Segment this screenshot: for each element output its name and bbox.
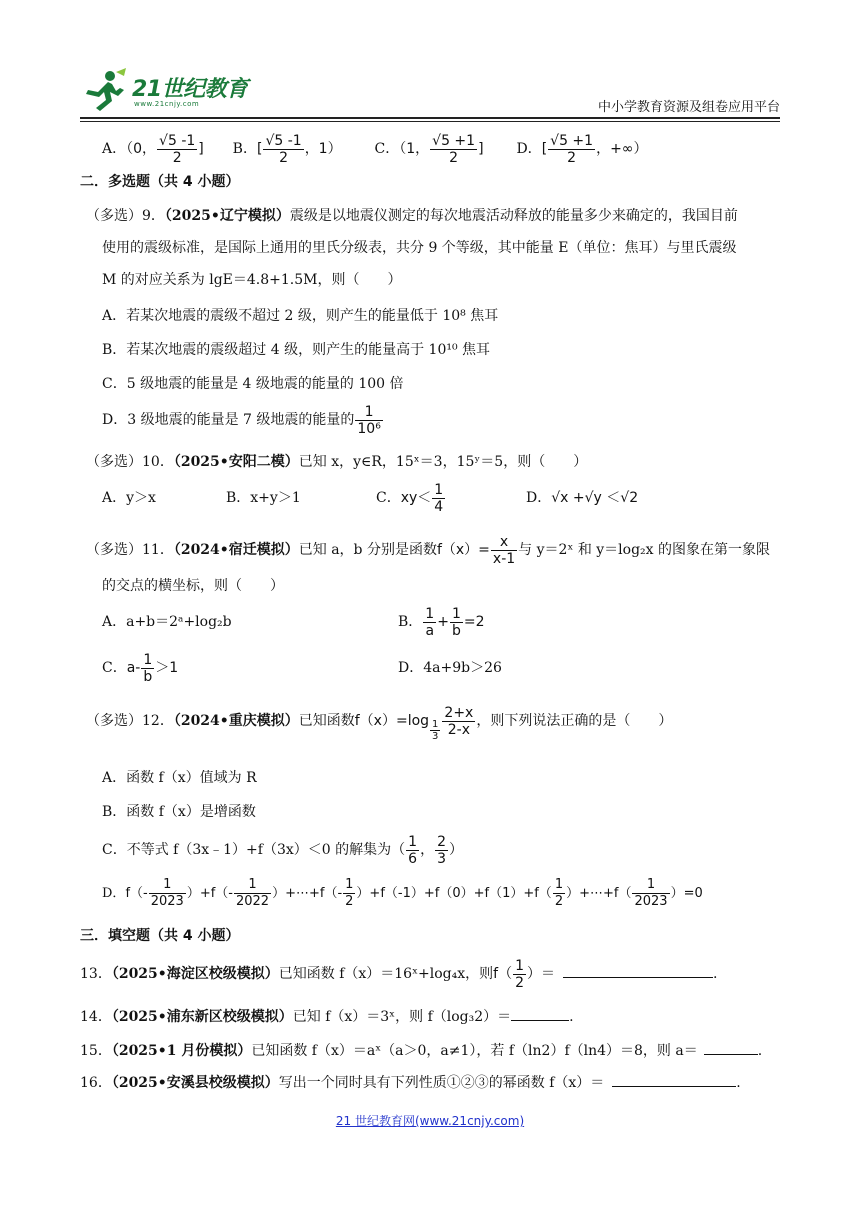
q12-func-frac xyxy=(442,705,475,738)
q11-func-num: x xyxy=(491,534,517,551)
q15-stem: 已知函数 f（x）＝aˣ（a＞0，a≠1），若 f（ln2）f（ln4）＝8，则 a＝ xyxy=(251,1043,698,1059)
q12-option-d-mid2: ）+⋯+f（- xyxy=(272,886,343,901)
q12-option-d-frac-3 xyxy=(343,877,355,910)
q14-line xyxy=(80,1006,574,1027)
q9-source: （2025•辽宁模拟） xyxy=(164,208,290,224)
q9-option-d xyxy=(102,402,384,438)
q13-expr-frac xyxy=(513,958,526,991)
q13-expr-f: f（ xyxy=(493,966,513,982)
q12-option-c-close: ） xyxy=(448,842,463,858)
q10-option-c-frac xyxy=(432,482,445,515)
page-header xyxy=(80,66,780,118)
q8-option-b-frac xyxy=(263,133,303,166)
q11-option-b-frac-2 xyxy=(450,606,463,639)
q13-answer-blank[interactable] xyxy=(563,963,713,978)
footer-link[interactable]: 21 世纪教育网(www.21cnjy.com) xyxy=(335,1114,525,1128)
q15-line xyxy=(80,1040,762,1061)
q8-option-b-open: [ xyxy=(256,141,263,157)
q12-option-d xyxy=(102,876,703,912)
q13-expr-den: 2 xyxy=(515,974,524,991)
q12-option-c-d1: 6 xyxy=(408,850,418,867)
q8-options xyxy=(102,132,647,166)
q12-stem-b: ，则下列说法正确的是（ ） xyxy=(476,713,673,729)
q10-options xyxy=(102,480,638,516)
q12-option-d-n4: 1 xyxy=(554,877,564,892)
q12-option-d-d4: 2 xyxy=(554,894,564,909)
q9-line-2: 使用的震级标准，是国际上通用的里氏分级表，共分 9 个等级，其中能量 E（单位：焦耳）与里氏震级 xyxy=(102,240,737,256)
platform-title: 中小学教育资源及组卷应用平台 xyxy=(597,100,780,115)
q12-option-c xyxy=(102,832,463,868)
q11-line-2: 的交点的横坐标，则（ ） xyxy=(102,578,284,594)
q8-option-b-close: ，1） xyxy=(304,141,342,157)
q12-option-d-n3: 1 xyxy=(345,877,354,892)
q12-func-den: 2-x xyxy=(447,721,471,738)
q11-stem-b: 与 y＝2ˣ 和 y＝log₂x 的图象在第一象限 xyxy=(518,542,771,558)
q12-option-d-frac-5 xyxy=(632,877,669,910)
q8-option-d-num: √5 +1 xyxy=(550,132,594,149)
q8-option-a-open: （0， xyxy=(126,141,157,157)
q10-option-a: A．y＞x xyxy=(102,490,156,506)
q8-option-d-label: D． xyxy=(516,141,542,157)
q11-option-d: D．4a+9b＞26 xyxy=(398,660,502,676)
q12-option-d-label: D． xyxy=(102,886,126,901)
q8-option-c-open: （1， xyxy=(399,141,430,157)
q12-func-num: 2+x xyxy=(444,704,474,721)
q11-option-b xyxy=(398,604,485,640)
q13-source: （2025•海淀区校级模拟） xyxy=(111,966,279,982)
q12-option-c-n1: 1 xyxy=(408,833,418,850)
logo xyxy=(80,66,250,114)
q12-prefix: （多选）12． xyxy=(86,713,174,729)
q11-option-b-d2: b xyxy=(451,622,461,639)
q10-line-1 xyxy=(86,452,587,472)
q11-option-c-text: a- xyxy=(126,660,141,676)
q8-option-c-frac xyxy=(430,133,477,166)
q12-option-c-n2: 2 xyxy=(437,833,446,850)
q9-option-d-frac xyxy=(355,404,382,437)
q12-option-b: B．函数 f（x）是增函数 xyxy=(102,804,256,820)
q14-prefix: 14． xyxy=(80,1009,112,1025)
q12-func-lhs: f（x）=log xyxy=(354,713,430,729)
q16-prefix: 16． xyxy=(80,1075,112,1091)
q12-option-d-frac-1 xyxy=(149,877,186,910)
q8-option-a-close: ] xyxy=(198,141,204,157)
q9-option-d-num: 1 xyxy=(355,404,382,421)
q16-end: . xyxy=(736,1075,741,1091)
q8-option-a-den: 2 xyxy=(172,149,182,166)
q12-option-d-d5: 2023 xyxy=(634,894,668,909)
q9-line-3: M 的对应关系为 lgE＝4.8+1.5M，则（ ） xyxy=(102,272,402,288)
q10-option-c-label: C． xyxy=(376,490,401,506)
q8-option-d-den: 2 xyxy=(567,149,577,166)
q12-option-d-n2: 1 xyxy=(234,877,271,894)
q12-option-d-mid1: ）+f（- xyxy=(186,886,233,901)
q8-option-b-den: 2 xyxy=(279,149,289,166)
q11-option-a: A．a+b＝2ᵃ+log₂b xyxy=(102,614,232,630)
q9-stem-1: 震级是以地震仪测定的每次地震活动释放的能量多少来确定的，我国目前 xyxy=(289,208,738,224)
q11-option-c-label: C． xyxy=(102,660,127,676)
q8-option-b-label: B． xyxy=(232,141,257,157)
q12-option-d-mid3: ）+f（-1）+f（0）+f（1）+f（ xyxy=(356,886,552,901)
q11-option-b-n2: 1 xyxy=(451,605,461,622)
section-2-title: 二．多选题（共 4 小题） xyxy=(80,174,240,190)
q12-option-d-n1: 1 xyxy=(149,877,186,894)
q15-answer-blank[interactable] xyxy=(704,1040,758,1055)
q12-option-d-n5: 1 xyxy=(632,877,669,894)
q9-option-c: C．5 级地震的能量是 4 级地震的能量的 100 倍 xyxy=(102,376,404,392)
q15-end: . xyxy=(757,1043,763,1059)
q11-option-b-frac-1 xyxy=(423,606,436,639)
q12-line-1 xyxy=(86,700,672,742)
q11-option-c-den: b xyxy=(143,668,153,685)
q14-answer-blank[interactable] xyxy=(511,1006,569,1021)
q12-option-c-frac-2 xyxy=(435,834,448,867)
q9-option-d-text: D．3 级地震的能量是 7 级地震的能量的 xyxy=(102,412,355,428)
q11-option-b-n1: 1 xyxy=(425,605,435,622)
q12-option-d-d1: 2023 xyxy=(150,894,184,909)
q11-func-den: x-1 xyxy=(492,550,516,567)
q8-option-c-close: ] xyxy=(478,141,484,157)
q8-option-a-num: √5 -1 xyxy=(159,132,196,149)
q12-option-a: A．函数 f（x）值域为 R xyxy=(102,770,257,786)
q12-option-c-frac-1 xyxy=(406,834,419,867)
q13-stem: 已知函数 f（x）＝16ˣ+log₄x，则 xyxy=(278,966,494,982)
q16-stem: 写出一个同时具有下列性质①②③的幂函数 f（x）＝ xyxy=(278,1075,605,1091)
q14-source: （2025•浦东新区校级模拟） xyxy=(111,1009,293,1025)
q14-stem: 已知 f（x）＝3ˣ，则 f（log₃2）＝ xyxy=(292,1009,512,1025)
q11-func-lhs: f（x）= xyxy=(436,542,490,558)
q14-end: . xyxy=(569,1009,574,1025)
header-rule-thin xyxy=(80,121,780,122)
q10-source: （2025•安阳二模） xyxy=(173,454,299,470)
q11-line-1 xyxy=(86,532,770,568)
q16-source: （2025•安溪县校级模拟） xyxy=(111,1075,279,1091)
q13-line xyxy=(80,954,717,994)
q12-option-c-d2: 3 xyxy=(437,850,446,867)
q8-option-a-frac xyxy=(157,133,197,166)
q11-option-b-plus: + xyxy=(437,614,449,630)
q10-option-d-text: √x +√y ＜√2 xyxy=(551,490,639,506)
logo-text: 21世纪教育 xyxy=(132,77,248,102)
q8-option-a-label: A． xyxy=(102,141,127,157)
q11-prefix: （多选）11． xyxy=(86,542,174,558)
q11-stem-a: 已知 a，b 分别是函数 xyxy=(298,542,437,558)
q10-option-c-text: xy＜ xyxy=(400,490,432,506)
q11-option-b-eq: =2 xyxy=(463,614,485,630)
q10-stem: 已知 x，y∈R，15ˣ＝3，15ʸ＝5，则（ ） xyxy=(298,454,588,470)
q12-option-d-d2: 2022 xyxy=(235,894,270,909)
q13-expr-num: 1 xyxy=(515,957,524,974)
q11-source: （2024•宿迁模拟） xyxy=(173,542,299,558)
q13-prefix: 13． xyxy=(80,966,112,982)
q8-option-d-close: ，+∞） xyxy=(596,141,648,157)
header-rule xyxy=(80,117,780,119)
q10-option-b: B．x+y＞1 xyxy=(226,490,301,506)
q12-log-base-num: 1 xyxy=(432,719,439,730)
q11-option-b-label: B． xyxy=(398,614,423,630)
q9-option-d-den: 10⁶ xyxy=(357,420,381,437)
q12-option-d-tail: ）=0 xyxy=(670,886,703,901)
q10-option-d-label: D． xyxy=(526,490,552,506)
q11-option-c-tail: ＞1 xyxy=(155,660,179,676)
q8-option-d-open: [ xyxy=(541,141,548,157)
q8-option-b-num: √5 -1 xyxy=(265,132,302,149)
q15-prefix: 15． xyxy=(80,1043,112,1059)
runner-logo-icon xyxy=(80,68,130,112)
q16-line xyxy=(80,1072,741,1093)
q12-option-d-frac-2 xyxy=(234,877,271,910)
q12-option-d-d3: 2 xyxy=(345,894,354,909)
q12-option-c-text: C．不等式 f（3x﹣1）+f（3x）＜0 的解集为 xyxy=(102,842,392,858)
q12-option-d-f: f（- xyxy=(125,886,148,901)
q13-expr-close: ）＝ xyxy=(527,966,555,982)
q15-source: （2025•1 月份模拟） xyxy=(111,1043,252,1059)
q10-prefix: （多选）10． xyxy=(86,454,174,470)
q12-source: （2024•重庆模拟） xyxy=(173,713,299,729)
q12-option-c-open: （ xyxy=(391,842,406,858)
q10-option-c-den: 4 xyxy=(434,498,444,515)
q12-log-base xyxy=(430,719,440,742)
q12-option-d-frac-4 xyxy=(553,877,565,910)
q12-stem-a: 已知函数 xyxy=(298,713,355,729)
q11-option-c xyxy=(102,650,178,686)
q9-option-b: B．若某次地震的震级超过 4 级，则产生的能量高于 10¹⁰ 焦耳 xyxy=(102,342,491,358)
q8-option-d-frac xyxy=(548,133,595,166)
q8-option-c-num: √5 +1 xyxy=(432,132,476,149)
q11-option-c-frac xyxy=(141,652,154,685)
q16-answer-blank[interactable] xyxy=(612,1072,736,1087)
logo-url: www.21cnjy.com xyxy=(134,100,200,108)
q12-option-d-mid4: ）+⋯+f（ xyxy=(566,886,632,901)
q13-end: . xyxy=(713,966,718,982)
q9-line-1 xyxy=(86,206,738,226)
q10-option-c-num: 1 xyxy=(434,481,444,498)
q9-prefix: （多选）9． xyxy=(86,208,165,224)
q11-func-frac xyxy=(491,534,517,567)
q11-option-b-d1: a xyxy=(425,622,435,639)
q12-log-base-den: 3 xyxy=(432,731,439,742)
q11-option-c-num: 1 xyxy=(143,651,153,668)
q9-option-a: A．若某次地震的震级不超过 2 级，则产生的能量低于 10⁸ 焦耳 xyxy=(102,308,499,324)
q12-option-c-sep: ， xyxy=(420,842,435,858)
q8-option-c-den: 2 xyxy=(449,149,459,166)
q8-option-c-label: C． xyxy=(374,141,400,157)
section-3-title: 三．填空题（共 4 小题） xyxy=(80,928,240,944)
